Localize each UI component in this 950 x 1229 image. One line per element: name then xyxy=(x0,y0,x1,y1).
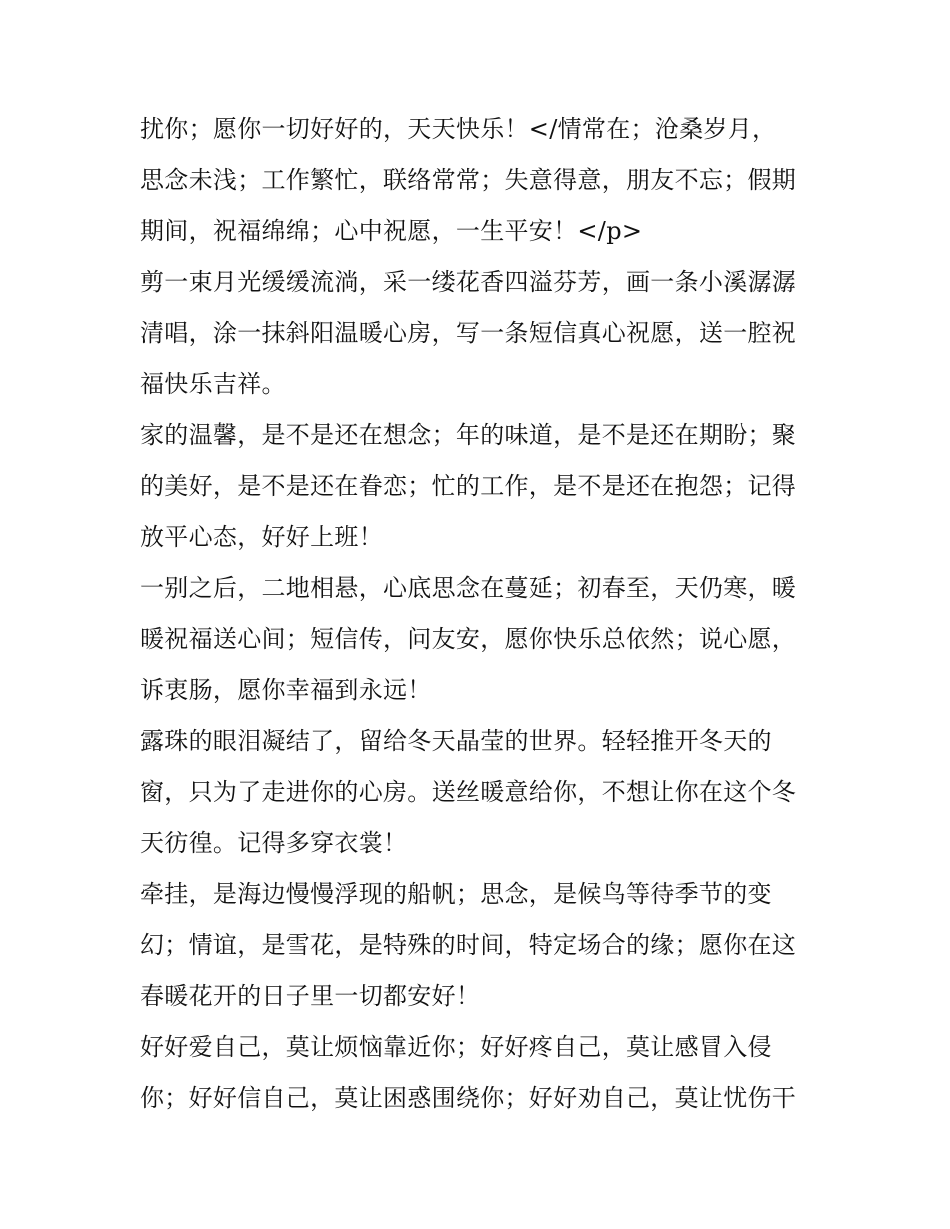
text-line: 扰你；愿你一切好好的，天天快乐！</情常在；沧桑岁月， xyxy=(140,115,777,143)
text-line: 一别之后，二地相悬，心底思念在蔓延；初春至，天仍寒，暖 xyxy=(140,574,797,602)
text-line: 思念未浅；工作繁忙，联络常常；失意得意，朋友不忘；假期 xyxy=(140,166,797,194)
text-line: 天彷徨。记得多穿衣裳！ xyxy=(140,829,408,857)
text-line: 好好爱自己，莫让烦恼靠近你；好好疼自己，莫让感冒入侵 xyxy=(140,1033,772,1061)
text-line: 的美好，是不是还在眷恋；忙的工作，是不是还在抱怨；记得 xyxy=(140,472,797,500)
text-line: 露珠的眼泪凝结了，留给冬天晶莹的世界。轻轻推开冬天的 xyxy=(140,727,772,755)
text-line: 窗，只为了走进你的心房。送丝暖意给你，不想让你在这个冬 xyxy=(140,778,797,806)
text-line: 暖祝福送心间；短信传，问友安，愿你快乐总依然；说心愿， xyxy=(140,625,797,653)
text-line: 幻；情谊，是雪花，是特殊的时间，特定场合的缘；愿你在这 xyxy=(140,931,797,959)
text-line: 春暖花开的日子里一切都安好！ xyxy=(140,982,481,1010)
text-line: 你；好好信自己，莫让困惑围绕你；好好劝自己，莫让忧伤干 xyxy=(140,1084,797,1112)
document-body xyxy=(140,104,820,1124)
text-line: 剪一束月光缓缓流淌，采一缕花香四溢芬芳，画一条小溪潺潺 xyxy=(140,268,797,296)
text-line: 诉衷肠，愿你幸福到永远！ xyxy=(140,676,432,704)
text-line: 放平心态，好好上班！ xyxy=(140,523,383,551)
text-line: 福快乐吉祥。 xyxy=(140,370,286,398)
text-line: 牵挂，是海边慢慢浮现的船帆；思念，是候鸟等待季节的变 xyxy=(140,880,772,908)
text-line: 家的温馨，是不是还在想念；年的味道，是不是还在期盼；聚 xyxy=(140,421,797,449)
text-line: 清唱，涂一抹斜阳温暖心房，写一条短信真心祝愿，送一腔祝 xyxy=(140,319,797,347)
text-line: 期间，祝福绵绵；心中祝愿，一生平安！</p> xyxy=(140,217,643,245)
